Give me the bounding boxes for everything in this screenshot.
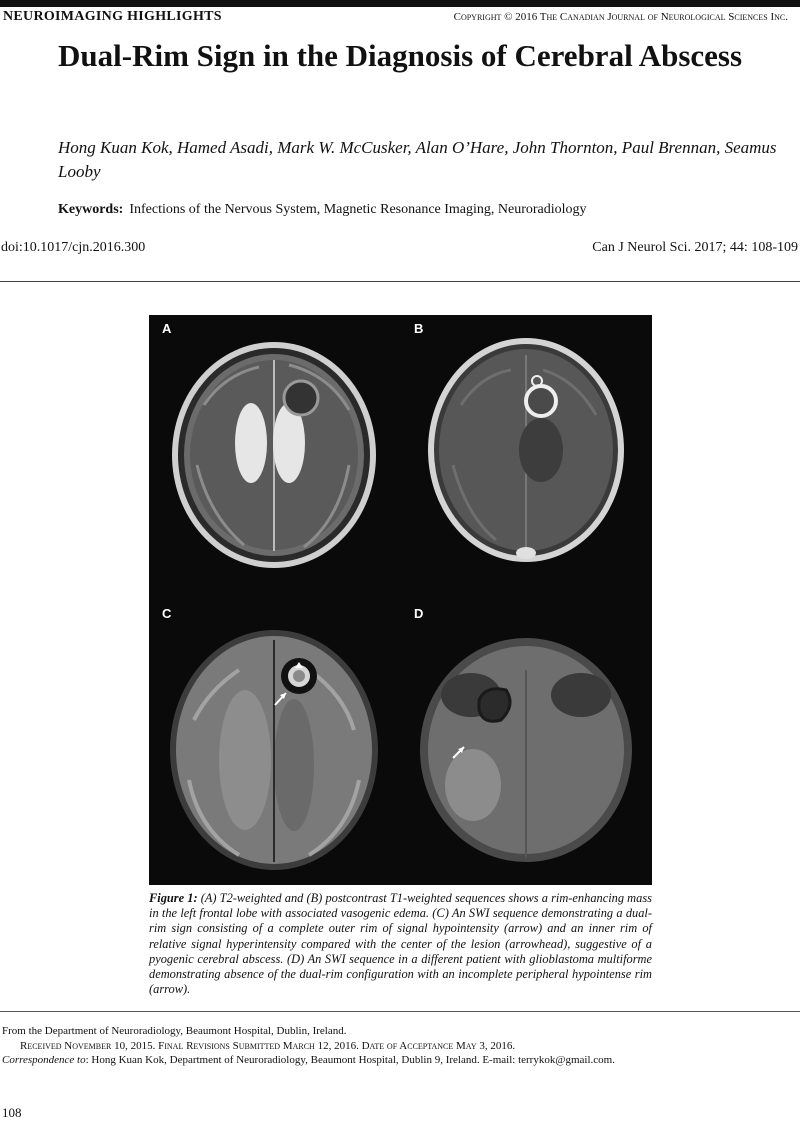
- footnote-rule: [0, 1011, 800, 1012]
- affiliation-note: From the Department of Neuroradiology, Beaumont Hospital, Dublin, Ireland.: [2, 1025, 347, 1037]
- author-list: Hong Kuan Kok, Hamed Asadi, Mark W. McCusker, Alan O’Hare, John Thornton, Paul Brennan, Seamus Looby: [58, 138, 777, 181]
- panel-b-t1-image: [401, 315, 652, 600]
- panel-a-t2-image: [149, 315, 400, 600]
- doi[interactable]: doi:10.1017/cjn.2016.300: [1, 240, 146, 255]
- keywords-text: Infections of the Nervous System, Magnetic Resonance Imaging, Neuroradiology: [129, 202, 587, 217]
- page-number: 108: [2, 1105, 22, 1120]
- article-title: Dual-Rim Sign in the Diagnosis of Cerebral Abscess: [58, 38, 743, 73]
- received-dates: Received November 10, 2015. Final Revisions Submitted March 12, 2016. Date of Acceptance May 3, 2016.: [20, 1040, 516, 1052]
- figure-mri-panels: [149, 315, 652, 885]
- citation: Can J Neurol Sci. 2017; 44: 108-109: [592, 240, 798, 255]
- panel-label: A: [162, 321, 172, 336]
- header-rule: [0, 0, 800, 7]
- correspondence-note: [2, 1054, 615, 1066]
- keywords-line: [58, 202, 587, 218]
- panel-d-swi-image: [401, 600, 652, 885]
- section-label: NEUROIMAGING HIGHLIGHTS: [3, 9, 222, 24]
- correspondence-label: Correspondence to: [2, 1054, 86, 1066]
- panel-label: D: [414, 606, 424, 621]
- figure-caption: [149, 891, 652, 997]
- figure-caption-label: Figure 1:: [149, 891, 198, 905]
- figure-caption-text: (A) T2-weighted and (B) postcontrast T1-weighted sequences shows a rim-enhancing mass in the left frontal lobe with associated vasogenic edema. (C) An SWI sequence demonstrating a dual-rim sign consisting of a complete outer rim of signal hypointensity (arrow) and an inner rim of relative signal hyperintensity compared with the center of the lesion (arrowhead), suggestive of a pyogenic cerebral abscess. (D) An SWI sequence in a different patient with glioblastoma multiforme demonstrating absence of the dual-rim configuration with an incomplete peripheral hypointense rim (arrow).: [149, 891, 652, 997]
- panel-c-swi-image: [149, 600, 400, 885]
- keywords-label: Keywords:: [58, 202, 124, 217]
- copyright-notice: Copyright © 2016 The Canadian Journal of Neurological Sciences Inc.: [453, 11, 788, 23]
- divider: [0, 281, 800, 282]
- correspondence-text: : Hong Kuan Kok, Department of Neuroradiology, Beaumont Hospital, Dublin 9, Ireland. E-mail: terrykok@gmail.com.: [85, 1054, 615, 1066]
- panel-label: C: [162, 606, 172, 621]
- panel-label: B: [414, 321, 424, 336]
